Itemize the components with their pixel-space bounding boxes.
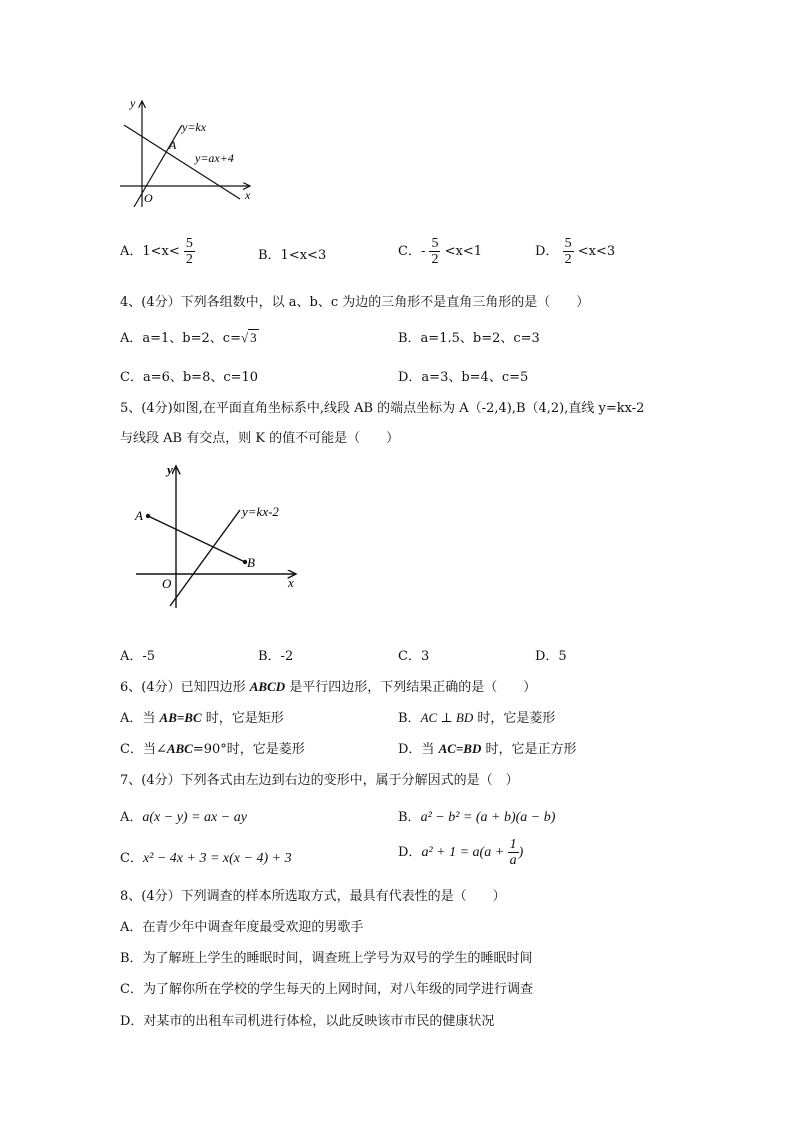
point-a <box>146 514 150 518</box>
q6-option-c[interactable]: C．当∠ABC=90°时，它是菱形 <box>120 741 305 757</box>
fraction: $\frac{1}{a}$ <box>509 837 517 868</box>
q8-option-c[interactable]: C．为了解你所在学校的学生每天的上网时间，对八年级的同学进行调查 <box>120 982 533 997</box>
q8-option-d[interactable]: D．对某市的出租车司机进行体检，以此反映该市市民的健康状况 <box>120 1014 495 1029</box>
q6-option-b[interactable]: B．AC ⊥ BD 时，它是菱形 <box>398 710 556 726</box>
origin-label: O <box>144 191 153 205</box>
q7-option-b[interactable]: B．a² − b² = (a + b)(a − b) <box>398 810 556 825</box>
fraction: $\frac{5}{2}$ <box>564 236 572 267</box>
q5-stem-line1: 5、(4分)如图,在平面直角坐标系中,线段 AB 的端点坐标为 A（-2,4),B（4,2),直线 y=kx-2 <box>120 401 645 416</box>
q5-option-b[interactable]: B．-2 <box>258 649 294 664</box>
q4-option-c[interactable]: C．a=6、b=8、c=10 <box>120 370 259 385</box>
x-axis-label: x <box>288 575 294 590</box>
q6-option-d[interactable]: D．当 AC=BD 时，它是正方形 <box>398 741 577 757</box>
q4-option-d[interactable]: D．a=3、b=4、c=5 <box>398 370 529 385</box>
point-a-label: A <box>169 138 177 152</box>
q7-stem: 7、(4分）下列各式由左边到右边的变形中，属于分解因式的是（ ） <box>120 773 519 788</box>
q5-stem-line2: 与线段 AB 有交点，则 K 的值不可能是（ ） <box>120 431 400 446</box>
origin-label: O <box>162 576 172 591</box>
q5-option-c[interactable]: C．3 <box>398 649 430 664</box>
fraction: $\frac{5}{2}$ <box>185 236 193 267</box>
sqrt: √ 3 <box>240 330 257 345</box>
figure-1-graph <box>112 95 262 215</box>
fraction: $\frac{5}{2}$ <box>431 236 439 267</box>
q7-option-c[interactable]: C．x² − 4x + 3 = x(x − 4) + 3 <box>120 851 292 866</box>
point-b-label: B <box>247 555 255 570</box>
point-a-label: A <box>135 508 143 523</box>
q4-option-a[interactable]: A．a=1、b=2、c=√ 3 <box>120 330 257 346</box>
line-kx-label: y=kx <box>182 120 207 134</box>
q6-stem: 6、(4分）已知四边形 ABCD 是平行四边形，下列结果正确的是（ ） <box>120 679 537 695</box>
q7-option-d[interactable]: D．a² + 1 = a(a + $\frac{1}{a}$ ) <box>398 837 524 868</box>
y-axis-label: y <box>167 462 173 477</box>
q3-option-d[interactable]: D． $\frac{5}{2}$ <x<3 <box>535 236 616 267</box>
q8-option-b[interactable]: B．为了解班上学生的睡眠时间，调查班上学号为双号的学生的睡眠时间 <box>120 951 533 966</box>
line-y-kx-minus-2 <box>170 510 240 606</box>
q3-option-a[interactable]: A．1<x< $\frac{5}{2}$ <box>120 236 193 267</box>
line-ax4-label: y=ax+4 <box>195 151 234 165</box>
q4-option-b[interactable]: B．a=1.5、b=2、c=3 <box>398 331 540 346</box>
q8-stem: 8、(4分）下列调查的样本所选取方式，最具有代表性的是（ ） <box>120 889 506 904</box>
y-axis-label: y <box>130 96 136 110</box>
q6-option-a[interactable]: A．当 AB=BC 时，它是矩形 <box>120 710 284 726</box>
q4-stem: 4、(4分）下列各组数中，以 a、b、c 为边的三角形不是直角三角形的是（ ） <box>120 295 590 310</box>
q8-option-a[interactable]: A．在青少年中调查年度最受欢迎的男歌手 <box>120 920 364 935</box>
q3-option-b[interactable]: B．1<x<3 <box>258 248 327 263</box>
q5-option-a[interactable]: A．-5 <box>120 649 156 664</box>
q3-option-c[interactable]: C．- $\frac{5}{2}$ <x<1 <box>398 236 483 267</box>
figure-2-graph <box>132 460 307 615</box>
x-axis-label: x <box>245 188 251 202</box>
line-label: y=kx-2 <box>242 504 279 519</box>
q5-option-d[interactable]: D．5 <box>535 649 567 664</box>
q7-option-a[interactable]: A．a(x − y) = ax − ay <box>120 810 247 825</box>
